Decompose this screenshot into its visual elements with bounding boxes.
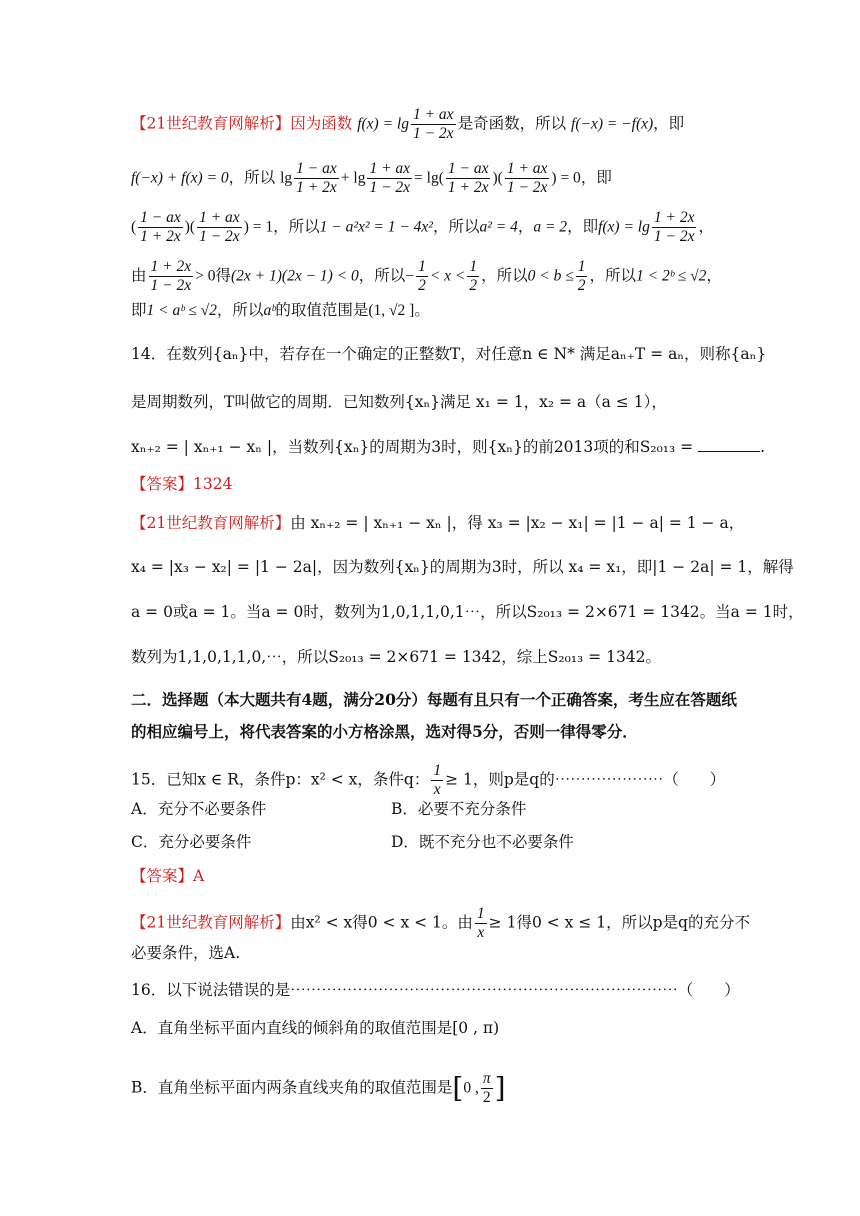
math-expr: ( [131,218,137,236]
analysis-label: 【21世纪教育网解析】 [131,114,291,133]
fraction: $\frac{1 - ax}{1 + 2x}$ [447,160,489,196]
q15-text: 15．已知x ∈ R，条件p：x² < x，条件q： [131,770,430,789]
math-expr: 1 < aᵇ ≤ √2 [146,302,217,319]
q15-option-a: A．充分不必要条件 [131,800,267,818]
math-expr: > 0 [195,267,216,285]
fraction: $\frac{1 + 2x}{1 - 2x}$ [653,209,695,245]
math-expr: f(−x) + f(x) = 0 [131,169,229,187]
q15-option-d: D．既不充分也不必要条件 [391,833,574,851]
fraction: $\frac{1}{2}$ [577,258,586,294]
q14-stem-line-1: 14．在数列{aₙ}中，若存在一个确定的正整数T，对任意n ∈ N* 满足aₙ₊T = aₙ，则称{aₙ} [131,345,767,363]
q13-text: 即 [131,301,147,319]
analysis-label: 【21世纪教育网解析】 [131,913,291,932]
q16-option-b [131,1070,730,1107]
q13-text: ，所以 [216,301,264,319]
q14-analysis-line-2: x₄ = |x₃ − x₂| = |1 − 2a|，因为数列{xₙ}的周期为3时，所以 x₄ = x₁，即|1 − 2a| = 1，解得 [131,558,794,576]
q14-analysis-text: 由 xₙ₊₂ = | xₙ₊₁ − xₙ |，得 x₃ = |x₂ − x₁| = |1 − a| = 1 − a， [290,514,745,532]
q15-analysis-text: ≥ 1得0 < x ≤ 1，所以p是q的充分不 [488,913,750,932]
fraction: $\frac{1}{2}$ [469,258,478,294]
q13-text: ，所以 [589,266,636,285]
right-bracket: ] [494,1071,506,1105]
q14-answer [131,472,730,496]
q16-stem: 16．以下说法错误的是⋯⋯⋯⋯⋯⋯⋯⋯⋯⋯⋯⋯⋯⋯⋯⋯⋯⋯⋯⋯⋯⋯⋯⋯⋯（ ） [131,981,740,999]
q13-text: 由 [131,266,147,285]
q13-text: 得 [215,266,231,285]
q15-option-c: C．充分必要条件 [131,833,252,851]
q13-analysis-line-5 [131,298,730,323]
q15-answer [131,864,730,888]
fraction: $\frac{1 + ax}{1 - 2x}$ [412,106,454,142]
q13-text: 是奇函数，所以 [457,114,567,133]
q14-stem-line-2: 是周期数列，T叫做它的周期．已知数列{xₙ}满足 x₁ = 1，x₂ = a（a ≤ 1）， [131,393,667,411]
math-expr: f(x) = lg [357,115,409,133]
q14-analysis-line-3: a = 0或a = 1。当a = 0时，数列为1,0,1,1,0,1⋯，所以S₂₀₁₃ = 2×671 = 1342。当a = 1时， [131,603,804,621]
q13-text: 因为函数 [290,114,353,133]
q13-text: ，所以 [273,217,320,236]
q16-text: B．直角坐标平面内两条直线夹角的取值范围是 [131,1078,453,1097]
answer-value: 1324 [193,475,233,493]
q13-text: ，即 [580,168,612,187]
fraction: $\frac{1}{2}$ [418,258,426,294]
q14-text: . [760,438,766,456]
q13-text: ，所以 [481,266,528,285]
q15-analysis-line-1 [131,905,750,942]
math-expr: f(x) = lg [598,218,650,236]
math-expr: )( [492,169,503,187]
math-expr: f(−x) = −f(x) [571,115,654,133]
math-expr: aᵇ [263,302,276,319]
fraction: $\frac{1 + ax}{1 - 2x}$ [369,160,411,196]
q15-option-b: B．必要不充分条件 [391,800,527,818]
fraction: $\frac{1 - ax}{1 + 2x}$ [296,160,337,196]
math-expr: ) = 0 [551,169,581,187]
q13-text: 的取值范围是 [275,301,369,319]
q13-analysis-line-4: 由 $\frac{1 + 2x}{1 - 2x}$ > 0得(2x + 1)(2x − 1) < 0，所以− $\frac{1}{2}$ < x < $\frac{1}{2}$ ，所以0 < b ≤ $\frac{1}{2}$ ，所以1 < 2ᵇ ≤ √2， [131,258,722,294]
fraction: $\frac{1 - ax}{1 + 2x}$ [140,209,181,245]
math-expr: 0 < b ≤ [527,267,574,285]
answer-label: 【答案】 [131,475,194,493]
q15-text: ≥ 1，则p是q的⋯⋯⋯⋯⋯⋯⋯（ ） [445,770,726,789]
q13-text: ，即 [567,217,599,236]
answer-label: 【答案】 [131,867,194,885]
math-expr: a² = 4 [479,218,518,236]
math-expr: )( [184,218,196,236]
math-expr: ) = 1 [243,218,274,236]
fraction: $\frac{1 + ax}{1 - 2x}$ [506,160,548,196]
math-expr: (2x + 1)(2x − 1) < 0 [231,267,359,285]
math-expr: − [405,267,415,285]
math-expr: lg [280,169,293,187]
q13-text: ，即 [653,114,685,133]
answer-value: A [193,867,205,885]
fraction: $\frac{1}{x}$ [433,762,442,798]
q13-text: 。 [414,301,430,319]
fraction: $\frac{1}{x}$ [476,905,485,941]
math-expr: + lg [340,169,366,187]
q14-text: xₙ₊₂ = | xₙ₊₁ − xₙ |，当数列{xₙ}的周期为3时，则{xₙ}的前2013项的和S₂₀₁₃ = [131,438,694,456]
q15-stem [131,762,730,799]
math-expr: < x < [429,267,466,285]
q14-stem-line-3 [131,435,766,459]
section-heading-line-1: 二．选择题（本大题共有4题，满分20分）每题有且只有一个正确答案，考生应在答题纸 [131,690,737,709]
q13-text: ，所以 [228,168,276,187]
math-expr: 1 < 2ᵇ ≤ √2 [636,267,707,285]
math-expr: 1 − a²x² = 1 − 4x² [319,218,433,236]
q15-analysis-line-2: 必要条件，选A. [131,944,241,962]
left-bracket: [ [452,1071,464,1105]
math-expr: (1, √2 ] [368,302,415,319]
q13-text: ，所以 [432,217,480,236]
q13-analysis-line-2 [131,160,730,197]
fraction: $\frac{\pi}{2}$ [482,1070,491,1106]
q13-analysis-line-1 [131,106,730,143]
q14-analysis-line-4: 数列为1,1,0,1,1,0,⋯，所以S₂₀₁₃ = 2×671 = 1342，综上S₂₀₁₃ = 1342。 [131,648,662,666]
fraction: $\frac{1 + ax}{1 - 2x}$ [199,209,240,245]
analysis-label: 【21世纪教育网解析】 [131,514,291,532]
q15-analysis-text: 由x² < x得0 < x < 1。由 [290,913,473,932]
q13-analysis-line-3: ( $\frac{1 - ax}{1 + 2x}$ )( $\frac{1 + ax}{1 - 2x}$ ) = 1，所以1 − a²x² = 1 − 4x²，所以a² = 4，a = 2，即f(x) = lg $\frac{1 + 2x}{1 - 2x}$ ， [131,209,714,245]
math-expr: 0 , [463,1079,479,1097]
q14-analysis-line-1 [131,511,745,535]
math-expr: = lg( [414,169,444,187]
q16-option-a: A．直角坐标平面内直线的倾斜角的取值范围是[0 , π) [131,1019,500,1037]
fraction: $\frac{1 + 2x}{1 - 2x}$ [150,258,192,294]
section-heading-line-2: 的相应编号上，将代表答案的小方格涂黑，选对得5分，否则一律得零分． [131,722,638,741]
q13-text: ，所以 [358,266,406,285]
answer-blank [698,437,760,452]
math-expr: a = 2 [533,218,568,236]
